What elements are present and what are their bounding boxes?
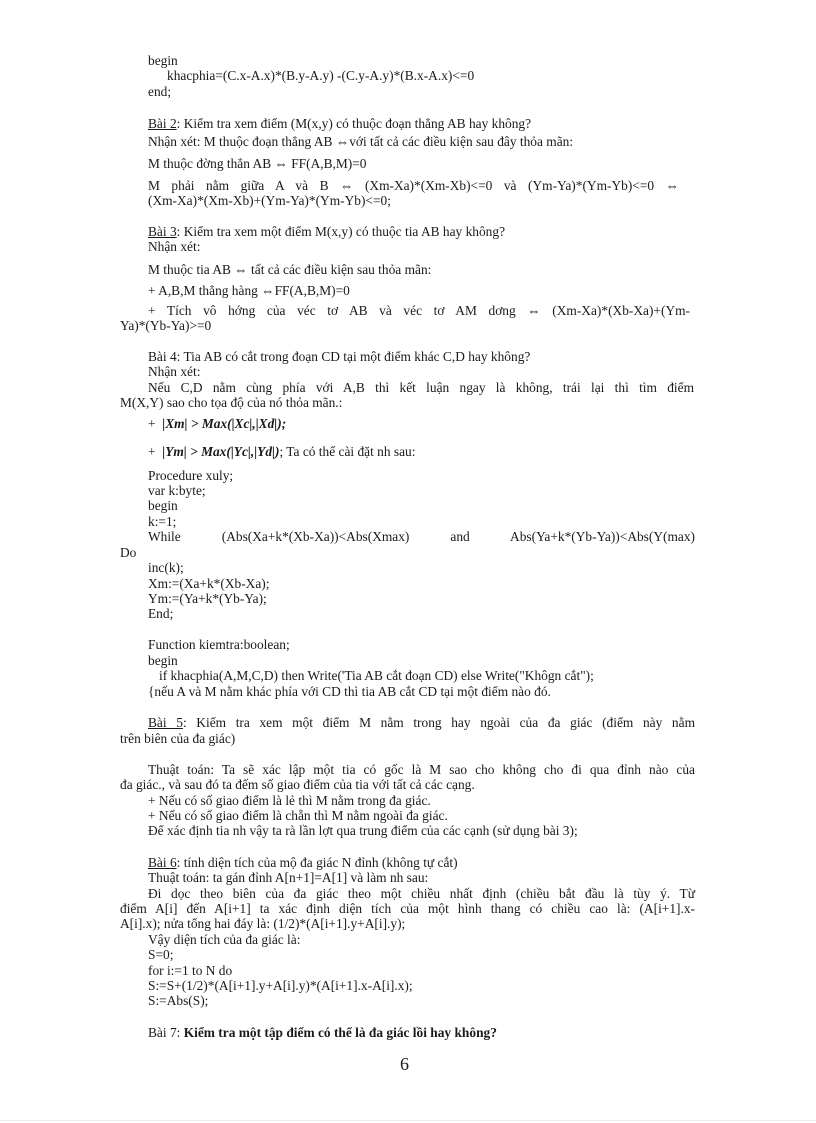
exercise-6-heading [148, 855, 458, 870]
text-line: (Xm-Xa)*(Xm-Xb)+(Ym-Ya)*(Ym-Yb)<=0; [148, 193, 391, 208]
text-line: Thuật toán: Ta sẽ xác lập một tia có gốc là M sao cho không cho đi qua đỉnh nào của [148, 762, 695, 777]
text-line: Nếu C,D nằm cùng phía với A,B thì kết luận ngay là không, trái lại thì tìm điểm [148, 380, 694, 395]
exercise-7-heading [148, 1025, 497, 1040]
code-line: Function kiemtra:boolean; [148, 637, 290, 652]
code-line: k:=1; [148, 514, 177, 529]
page-number: 6 [400, 1054, 409, 1074]
code-line: End; [148, 606, 174, 621]
text-line: + Nếu có số giao điểm là chẵn thì M nằm ngoài đa giác. [148, 808, 448, 823]
code-line: Xm:=(Xa+k*(Xb-Xa); [148, 576, 270, 591]
exercise-5-title: Bài 5 [148, 715, 183, 730]
code-line: if khacphia(A,M,C,D) then Write('Tia AB cắt đoạn CD) else Write("Khôgn cắt"); [159, 668, 594, 683]
text-line: trên biên của đa giác) [120, 731, 236, 746]
text-line: điểm A[i] đến A[i+1] ta xác định diện tích của một hình thang có chiều cao là: (A[i+1].x- [120, 901, 695, 916]
code-line: begin [148, 498, 178, 513]
exercise-6-title: Bài 6 [148, 855, 177, 870]
code-line: S:=S+(1/2)*(A[i+1].y+A[i].y)*(A[i+1].x-A[i].x); [148, 978, 413, 993]
formula-bullet: + [148, 416, 156, 431]
text-line: Vậy diện tích của đa giác là: [148, 932, 301, 947]
text-line: Nhận xét: [148, 364, 201, 379]
code-line: khacphia=(C.x-A.x)*(B.y-A.y) -(C.y-A.y)*(B.x-A.x)<=0 [167, 68, 475, 83]
text-line: + Nếu có số giao điểm là lẻ thì M nằm trong đa giác. [148, 793, 431, 808]
code-comment: {nếu A và M nằm khác phía với CD thì tia AB cắt CD tại một điểm nào đó. [148, 684, 551, 699]
exercise-5-heading [148, 715, 695, 730]
text-line: M thuộc tia AB ⇔ tất cả các điều kiện sau thỏa mãn: [148, 262, 432, 277]
code-line: S:=Abs(S); [148, 993, 209, 1008]
text-line: Ya)*(Yb-Ya)>=0 [120, 318, 212, 333]
exercise-3-heading [148, 224, 505, 239]
code-line: for i:=1 to N do [148, 963, 233, 978]
code-line: Procedure xuly; [148, 468, 234, 483]
text-line: Nhận xét: M thuộc đoạn thẳng AB ⇔với tất cả các điều kiện sau đây thỏa mãn: [148, 134, 574, 149]
formula-note: ; Ta có thể cài đặt nh sau: [279, 444, 416, 459]
text-line: Đi dọc theo biên của đa giác theo một chiều nhất định (chiều bắt đầu là tùy ý. Từ [148, 886, 695, 901]
text-line: Nhận xét: [148, 239, 201, 254]
formula-line [148, 414, 286, 434]
formula-ym: |Ym| > Max(|Yc|,|Yd|) [162, 444, 280, 459]
exercise-7-text: Kiểm tra một tập điểm có thể là đa giác lồi hay không? [183, 1025, 497, 1040]
exercise-3-text: : Kiểm tra xem một điểm M(x,y) có thuộc tia AB hay không? [176, 224, 506, 239]
exercise-7-label: Bài 7: [148, 1025, 184, 1040]
text-line: M phải nằm giữa A và B ⇔ (Xm-Xa)*(Xm-Xb)<=0 và (Ym-Ya)*(Ym-Yb)<=0 ⇔ [148, 178, 679, 193]
page-bottom-divider [0, 1120, 816, 1121]
code-line: While (Abs(Xa+k*(Xb-Xa))<Abs(Xmax) and Abs(Ya+k*(Yb-Ya))<Abs(Y(max) [148, 529, 695, 544]
code-line: Ym:=(Ya+k*(Yb-Ya); [148, 591, 267, 606]
exercise-4-heading: Bài 4: Tia AB có cắt trong đoạn CD tại một điểm khác C,D hay không? [148, 349, 531, 364]
text-line: đa giác., và sau đó ta đếm số giao điểm của tia với tất cả các cạng. [120, 777, 475, 792]
exercise-2-text: : Kiểm tra xem điểm (M(x,y) có thuộc đoạn thẳng AB hay không? [176, 116, 532, 131]
code-line: var k:byte; [148, 483, 206, 498]
text-line: + Tích vô hớng của véc tơ AB và véc tơ AM dơng ⇔ (Xm-Xa)*(Xb-Xa)+(Ym- [148, 303, 690, 318]
exercise-6-text: : tính diện tích của mộ đa giác N đỉnh (không tự cắt) [176, 855, 458, 870]
code-line: inc(k); [148, 560, 184, 575]
formula-bullet: + [148, 444, 156, 459]
text-line: Thuật toán: ta gán đỉnh A[n+1]=A[1] và làm nh sau: [148, 870, 429, 885]
code-line: end; [148, 84, 172, 99]
exercise-2-title: Bài 2 [148, 116, 177, 131]
text-line: A[i].x); nửa tổng hai đáy là: (1/2)*(A[i+1].y+A[i].y); [120, 916, 406, 931]
text-line: Để xác định tia nh vậy ta rà lần lợt qua trung điểm của các cạnh (sử dụng bài 3); [148, 823, 578, 838]
code-line: begin [148, 653, 178, 668]
text-line: M(X,Y) sao cho tọa độ của nó thỏa mãn.: [120, 395, 343, 410]
code-line: Do [120, 545, 137, 560]
exercise-2-heading [148, 116, 531, 131]
formula-line [148, 442, 415, 462]
exercise-3-title: Bài 3 [148, 224, 177, 239]
formula-xm: |Xm| > Max(|Xc|,|Xd|); [162, 416, 287, 431]
code-line: begin [148, 53, 178, 68]
text-line: M thuộc đờng thẳn AB ⇔ FF(A,B,M)=0 [148, 156, 367, 171]
code-line: S=0; [148, 947, 174, 962]
text-line: + A,B,M thẳng hàng ⇔FF(A,B,M)=0 [148, 283, 350, 298]
exercise-5-text: : Kiểm tra xem một điểm M nằm trong hay ngoài của đa giác (điểm này nằm [182, 715, 695, 730]
